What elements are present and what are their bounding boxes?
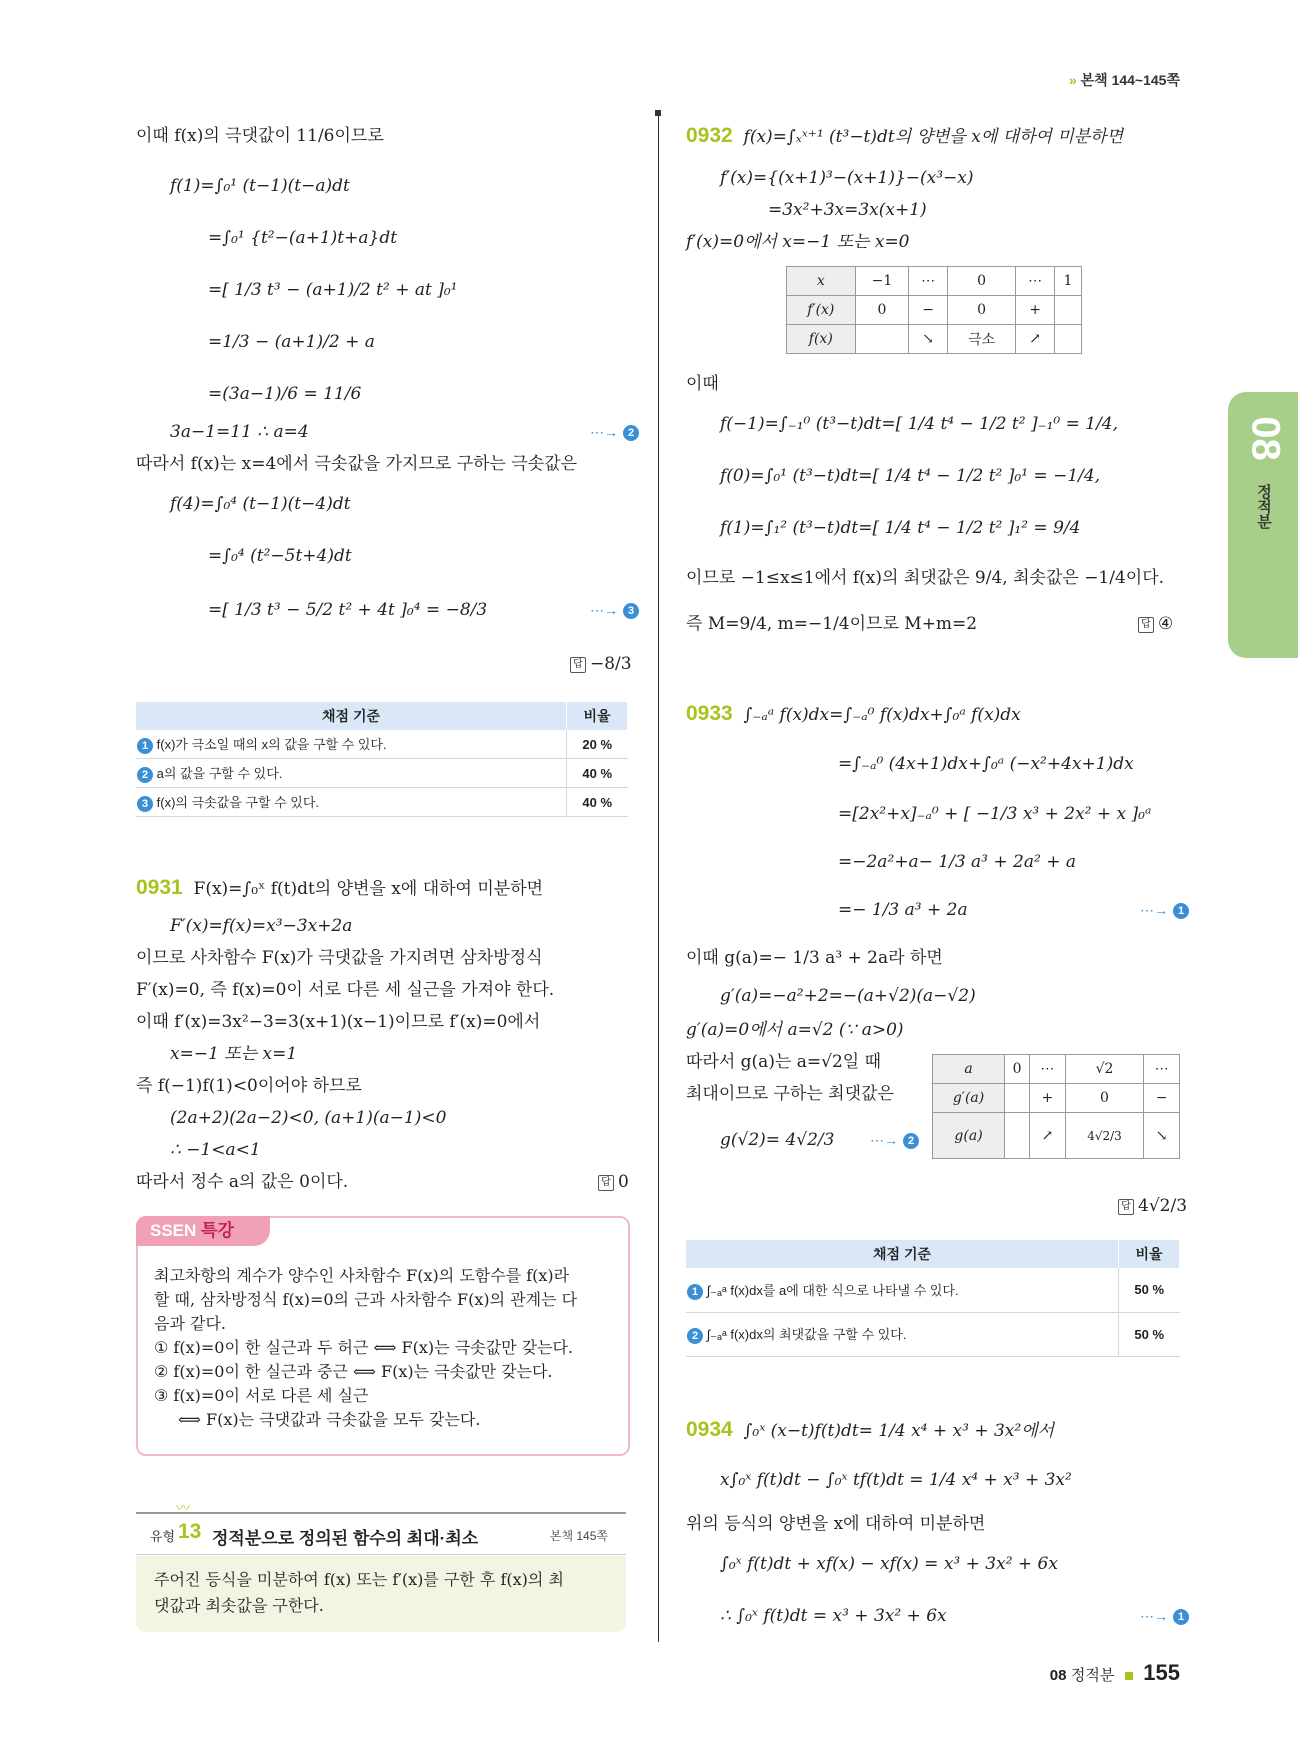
calc-line: f(−1)=∫₋₁⁰ (t³−t)dt=[ 1/4 t⁴ − 1/2 t² ]₋₁⁰ = 1/4, <box>720 414 1119 434</box>
calc-line: x∫₀ˣ f(t)dt − ∫₀ˣ tf(t)dt = 1/4 x⁴ + x³ + 3x² <box>720 1470 1072 1490</box>
calc-line: x=−1 또는 x=1 <box>170 1044 298 1064</box>
table-row: 2 a의 값을 구할 수 있다. 40 % <box>136 759 628 788</box>
page-header-ref: » 본책 144~145쪽 <box>1068 72 1180 88</box>
page-footer: 08 정적분 155 <box>1049 1660 1180 1685</box>
calc-line: =∫₋ₐ⁰ (4x+1)dx+∫₀ᵃ (−x²+4x+1)dx <box>838 754 1134 774</box>
page-number: 155 <box>1143 1660 1180 1685</box>
chapter-side-tab[interactable] <box>1228 392 1298 658</box>
step-marker-1: ⋯→ 1 <box>1140 1606 1189 1625</box>
text-line: 따라서 정수 a의 값은 0이다. <box>136 1172 349 1192</box>
calc-line: =3x²+3x=3x(x+1) <box>768 200 927 220</box>
calc-line: f(0)=∫₀¹ (t³−t)dt=[ 1/4 t⁴ − 1/2 t² ]₀¹ = −1/4, <box>720 466 1101 486</box>
leaf-icon: 〰 <box>176 1500 190 1516</box>
column-divider <box>658 112 659 1642</box>
calc-line: 3a−1=11 ∴ a=4 <box>170 422 309 442</box>
ssen-line: ③ f(x)=0이 서로 다른 세 실근 <box>154 1386 369 1405</box>
criteria-head: 채점 기준 <box>686 1240 1119 1268</box>
calc-line: g(√2)= 4√2/3 <box>720 1130 835 1150</box>
ssen-line: 음과 같다. <box>154 1314 226 1333</box>
calc-line: =1/3 − (a+1)/2 + a <box>208 332 375 352</box>
text-line: 이므로 사차함수 F(x)가 극댓값을 가지려면 삼차방정식 <box>136 948 543 968</box>
chapter-tab-number: 08 <box>1243 416 1288 461</box>
ssen-line: ① f(x)=0이 한 실근과 두 허근 ⟺ F(x)는 극솟값만 갖는다. <box>154 1338 574 1357</box>
type13-body: 주어진 등식을 미분하여 f(x) 또는 f′(x)를 구한 후 f(x)의 최 댓값과 최솟값을 구한다. <box>136 1556 626 1632</box>
criteria-table-left <box>136 702 628 817</box>
calc-line: (2a+2)(2a−2)<0, (a+1)(a−1)<0 <box>170 1108 447 1128</box>
text-line: 따라서 g(a)는 a=√2일 때 <box>686 1052 882 1072</box>
step-marker-2: ⋯→ 2 <box>590 422 639 441</box>
variation-table-0933: a 0 ⋯ √2 ⋯ g′(a) + 0 − g(a) ↗ 4√2/3 ↘ <box>932 1054 1180 1159</box>
step-marker-2: ⋯→ 2 <box>870 1130 919 1149</box>
calc-line: ∴ ∫₀ˣ f(t)dt = x³ + 3x² + 6x <box>720 1606 947 1626</box>
calc-line: =[ 1/3 t³ − 5/2 t² + 4t ]₀⁴ = −8/3 <box>208 600 488 620</box>
criteria-table-right <box>686 1240 1180 1357</box>
text-line: 이므로 −1≤x≤1에서 f(x)의 최댓값은 9/4, 최솟값은 −1/4이다. <box>686 568 1165 588</box>
calc-line: =∫₀⁴ (t²−5t+4)dt <box>208 546 352 566</box>
text-line: 최대이므로 구하는 최댓값은 <box>686 1084 894 1104</box>
calc-line: =− 1/3 a³ + 2a <box>838 900 968 920</box>
text-line: 이때 f′(x)=3x²−3=3(x+1)(x−1)이므로 f′(x)=0에서 <box>136 1012 541 1032</box>
calc-line: =−2a²+a− 1/3 a³ + 2a² + a <box>838 852 1076 872</box>
intro-line: 이때 f(x)의 극댓값이 11/6이므로 <box>136 126 384 146</box>
calc-line: ∴ −1<a<1 <box>170 1140 261 1160</box>
calc-line: f′(x)=0에서 x=−1 또는 x=0 <box>686 232 910 252</box>
problem-0932: 0932 f(x)=∫ₓˣ⁺¹ (t³−t)dt의 양변을 x에 대하여 미분하면 <box>686 124 1124 147</box>
table-row: 3 f(x)의 극솟값을 구할 수 있다. 40 % <box>136 788 628 817</box>
problem-0934: 0934 ∫₀ˣ (x−t)f(t)dt= 1/4 x⁴ + x³ + 3x²에서 <box>686 1418 1055 1441</box>
ssen-box <box>136 1216 630 1456</box>
calc-line: g′(a)=0에서 a=√2 (∵ a>0) <box>686 1020 904 1040</box>
calc-line: F′(x)=f(x)=x³−3x+2a <box>170 916 353 936</box>
variation-table-0932: x −1 ⋯ 0 ⋯ 1 f′(x) 0 − 0 + f(x) ↘ 극소 ↗ <box>786 266 1082 354</box>
calc-line: g′(a)=−a²+2=−(a+√2)(a−√2) <box>720 986 976 1006</box>
ratio-head: 비율 <box>1119 1240 1180 1268</box>
double-chevron-icon: » <box>1068 72 1077 88</box>
step-marker-1: ⋯→ 1 <box>1140 900 1189 919</box>
text-line: 이때 <box>686 374 719 394</box>
text-line: 위의 등식의 양변을 x에 대하여 미분하면 <box>686 1514 986 1534</box>
answer-icon: 답 <box>1138 617 1154 633</box>
table-row: 2 ∫₋ₐᵃ f(x)dx의 최댓값을 구할 수 있다. 50 % <box>686 1312 1180 1356</box>
calc-line: =(3a−1)/6 = 11/6 <box>208 384 362 404</box>
calc-line: f(4)=∫₀⁴ (t−1)(t−4)dt <box>170 494 351 514</box>
calc-line: f′(x)={(x+1)³−(x+1)}−(x³−x) <box>720 168 974 188</box>
step-marker-3: ⋯→ 3 <box>590 600 639 619</box>
calc-line: f(1)=∫₀¹ (t−1)(t−a)dt <box>170 176 350 196</box>
calc-line: f(1)=∫₁² (t³−t)dt=[ 1/4 t⁴ − 1/2 t² ]₁² = 9/4 <box>720 518 1081 538</box>
conclude-line: 따라서 f(x)는 x=4에서 극솟값을 가지므로 구하는 극솟값은 <box>136 454 578 474</box>
text-line: 이때 g(a)=− 1/3 a³ + 2a라 하면 <box>686 948 943 968</box>
answer-0931: 답 0 <box>598 1170 629 1194</box>
answer-icon: 답 <box>1118 1199 1134 1215</box>
ssen-line: ② f(x)=0이 한 실근과 중근 ⟺ F(x)는 극솟값만 갖는다. <box>154 1362 553 1381</box>
ssen-line: 최고차항의 계수가 양수인 사차함수 F(x)의 도함수를 f(x)라 <box>154 1266 570 1285</box>
calc-line: =[2x²+x]₋ₐ⁰ + [ −1/3 x³ + 2x² + x ]₀ᵃ <box>838 804 1152 824</box>
text-line: 즉 M=9/4, m=−1/4이므로 M+m=2 <box>686 614 978 634</box>
problem-0933: 0933 ∫₋ₐᵃ f(x)dx=∫₋ₐ⁰ f(x)dx+∫₀ᵃ f(x)dx <box>686 702 1021 725</box>
problem-0931: 0931 F(x)=∫₀ˣ f(t)dt의 양변을 x에 대하여 미분하면 <box>136 876 544 899</box>
ssen-line: 할 때, 삼차방정식 f(x)=0의 근과 사차함수 F(x)의 관계는 다 <box>154 1290 578 1309</box>
answer-1: 답 −8/3 <box>570 652 632 676</box>
text-line: 즉 f(−1)f(1)<0이어야 하므로 <box>136 1076 362 1096</box>
chapter-tab-label: 정적분 <box>1255 484 1272 529</box>
criteria-head: 채점 기준 <box>136 702 567 730</box>
table-row: 1 ∫₋ₐᵃ f(x)dx를 a에 대한 식으로 나타낼 수 있다. 50 % <box>686 1268 1180 1312</box>
answer-icon: 답 <box>570 657 586 673</box>
square-bullet-icon <box>1125 1672 1133 1680</box>
answer-0933: 답 4√2/3 <box>1118 1194 1187 1218</box>
text-line: F′(x)=0, 즉 f(x)=0이 서로 다른 세 실근을 가져야 한다. <box>136 980 555 1000</box>
type13-header: 〰 유형 13 정적분으로 정의된 함수의 최대·최소 본책 145쪽 <box>136 1512 626 1555</box>
ratio-head: 비율 <box>567 702 628 730</box>
table-row: 1 f(x)가 극소일 때의 x의 값을 구할 수 있다. 20 % <box>136 730 628 759</box>
calc-line: ∫₀ˣ f(t)dt + xf(x) − xf(x) = x³ + 3x² + 6x <box>720 1554 1058 1574</box>
answer-icon: 답 <box>598 1175 614 1191</box>
answer-0932: 답 ④ <box>1138 612 1173 636</box>
calc-line: =∫₀¹ {t²−(a+1)t+a}dt <box>208 228 398 248</box>
calc-line: =[ 1/3 t³ − (a+1)/2 t² + at ]₀¹ <box>208 280 458 300</box>
ssen-tag: SSEN 특강 <box>136 1216 270 1246</box>
ssen-line: ⟺ F(x)는 극댓값과 극솟값을 모두 갖는다. <box>178 1410 481 1429</box>
divider-dot <box>655 110 661 116</box>
